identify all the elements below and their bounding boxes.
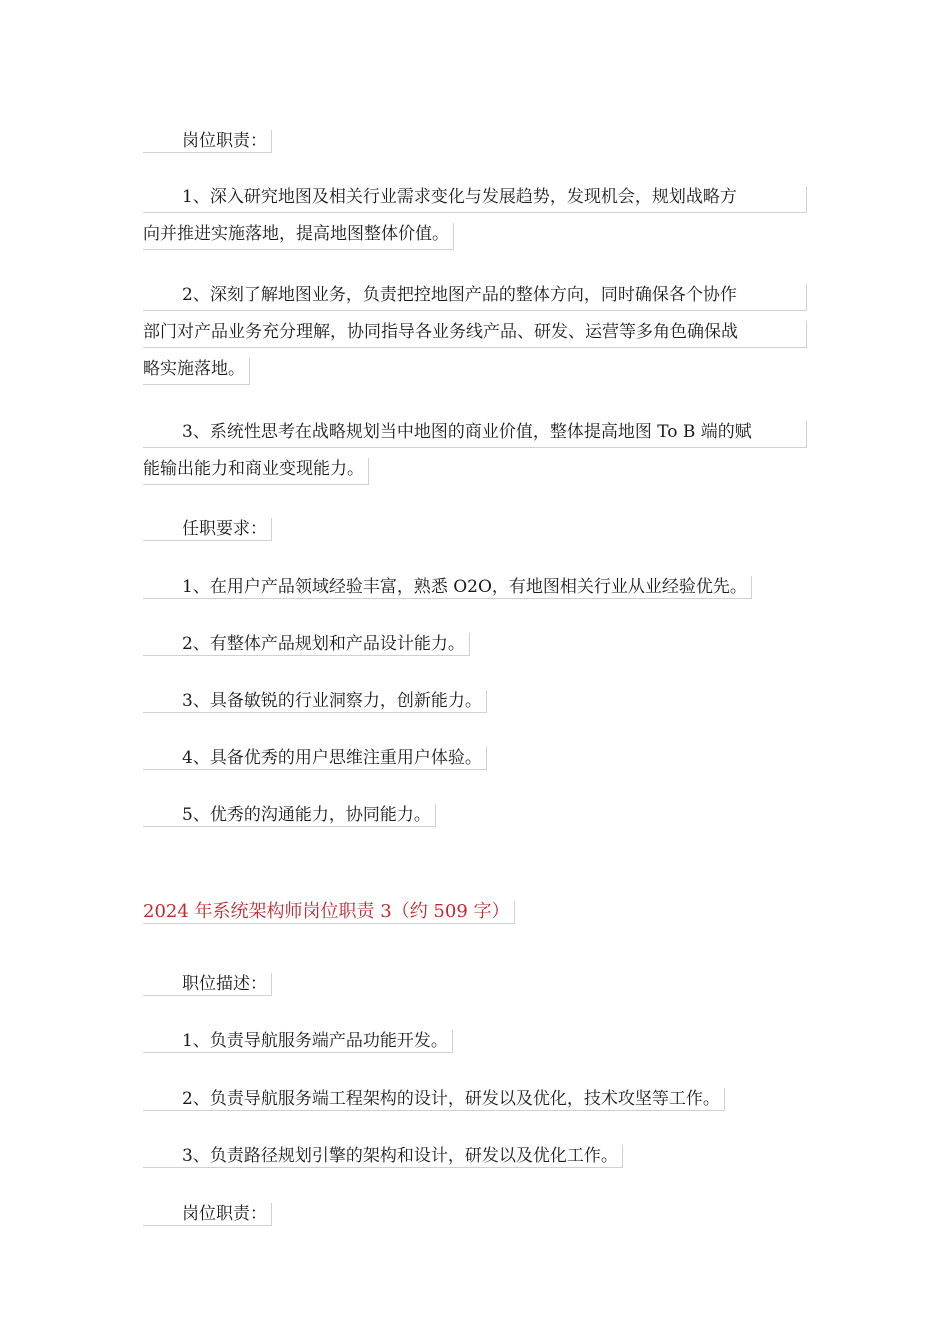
- duty-3-line-1: 3、系统性思考在战略规划当中地图的商业价值，整体提高地图 To B 端的赋: [143, 421, 807, 448]
- heading-job-duties: 岗位职责：: [143, 130, 272, 153]
- duty-item-2: [143, 284, 807, 395]
- requirement-item-3: 3、具备敏锐的行业洞察力，创新能力。: [143, 690, 487, 713]
- requirement-item-5: 5、优秀的沟通能力，协同能力。: [143, 804, 436, 827]
- heading-job-duties-2: 岗位职责：: [143, 1203, 272, 1226]
- heading-job-description: 职位描述：: [143, 973, 272, 996]
- duty-3-line-2: 能输出能力和商业变现能力。: [143, 458, 369, 485]
- description-item-1: 1、负责导航服务端产品功能开发。: [143, 1030, 453, 1053]
- duty-2-line-3: 略实施落地。: [143, 358, 250, 385]
- heading-requirements: 任职要求：: [143, 518, 272, 541]
- duty-1-line-1: 1、深入研究地图及相关行业需求变化与发展趋势，发现机会，规划战略方: [143, 186, 807, 213]
- duty-2-line-2: 部门对产品业务充分理解，协同指导各业务线产品、研发、运营等多角色确保战: [143, 321, 807, 348]
- requirement-item-1: 1、在用户产品领域经验丰富，熟悉 O2O，有地图相关行业从业经验优先。: [143, 576, 752, 599]
- requirement-item-2: 2、有整体产品规划和产品设计能力。: [143, 633, 470, 656]
- section-title: 2024 年系统架构师岗位职责 3（约 509 字）: [143, 901, 515, 924]
- description-item-2: 2、负责导航服务端工程架构的设计，研发以及优化，技术攻坚等工作。: [143, 1088, 725, 1111]
- description-item-3: 3、负责路径规划引擎的架构和设计，研发以及优化工作。: [143, 1145, 623, 1168]
- duty-1-line-2: 向并推进实施落地，提高地图整体价值。: [143, 223, 454, 250]
- duty-2-line-1: 2、深刻了解地图业务，负责把控地图产品的整体方向，同时确保各个协作: [143, 284, 807, 311]
- duty-item-1: [143, 186, 807, 260]
- requirement-item-4: 4、具备优秀的用户思维注重用户体验。: [143, 747, 487, 770]
- duty-item-3: [143, 421, 807, 495]
